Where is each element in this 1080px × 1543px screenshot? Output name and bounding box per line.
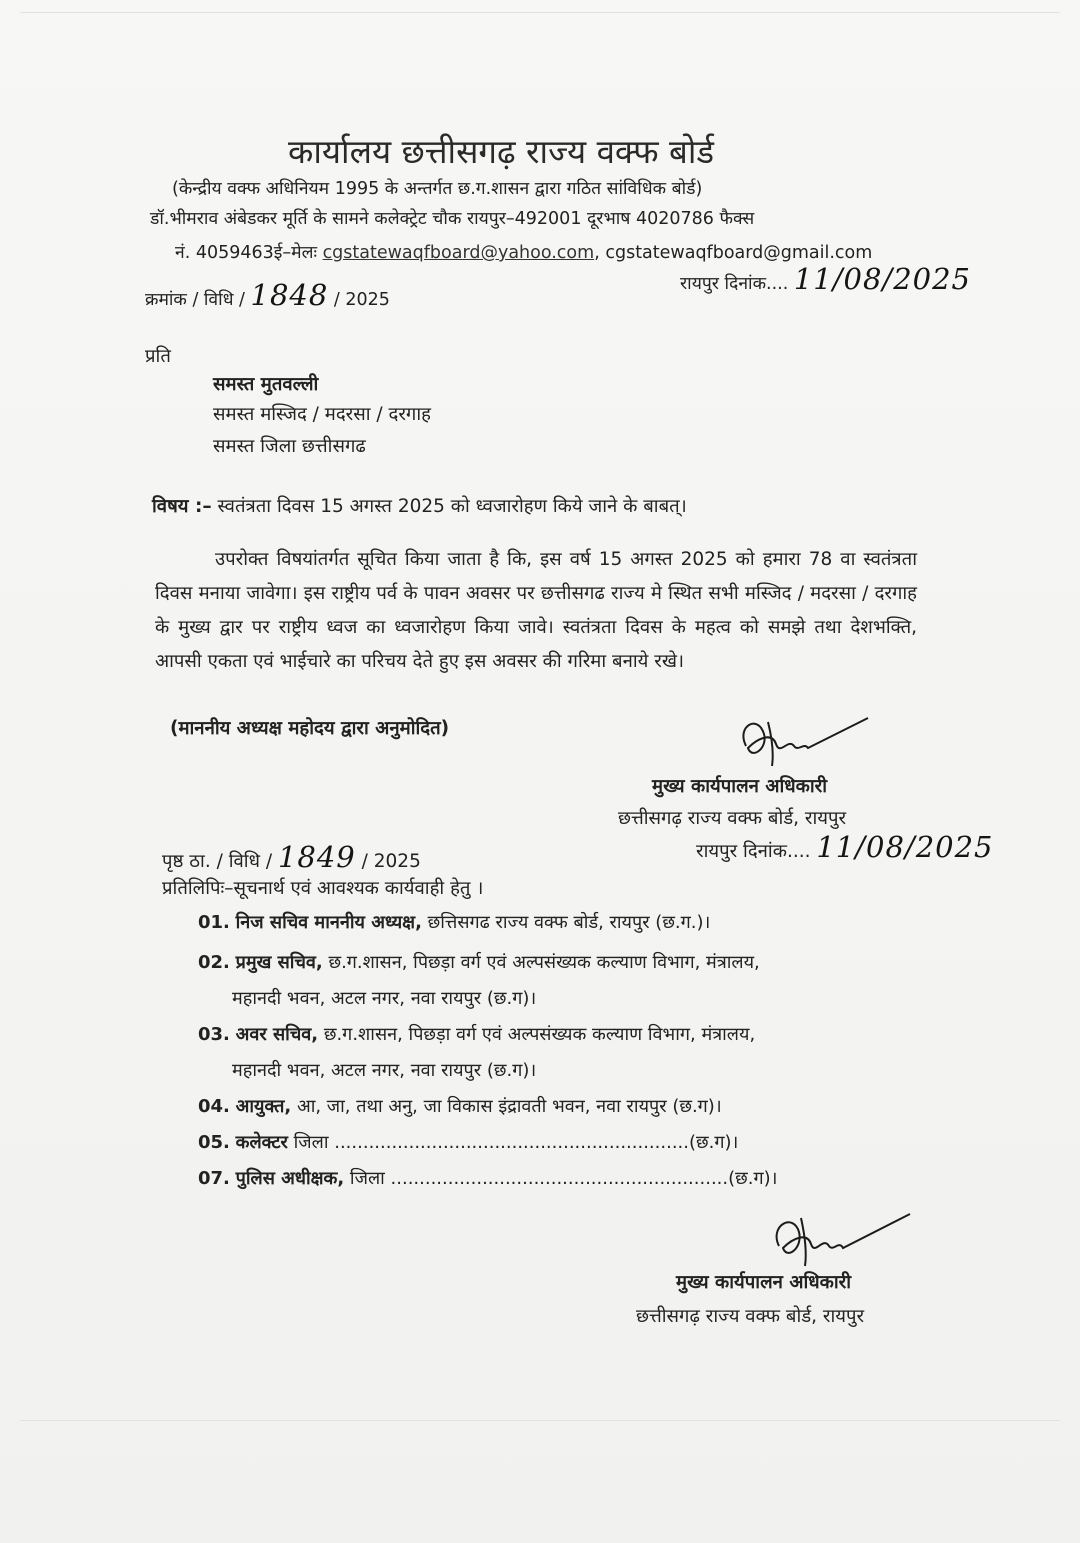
signature-date-1: रायपुर दिनांक.... 11/08/2025 — [696, 830, 994, 864]
endorsement-ref-suffix: / 2025 — [361, 851, 421, 872]
scan-edge-bottom — [20, 1420, 1060, 1421]
copy-item-5: 05. कलेक्टर जिला ..............................................................(छ.ग)। — [198, 1132, 739, 1153]
date-handwritten: 11/08/2025 — [793, 262, 972, 296]
handwritten-signature-icon — [728, 708, 878, 778]
copy-item-2: 02. प्रमुख सचिव, छ.ग.शासन, पिछड़ा वर्ग एवं अल्पसंख्यक कल्याण विभाग, मंत्रालय, — [198, 952, 760, 973]
email-link-yahoo[interactable]: cgstatewaqfboard@yahoo.com — [322, 243, 595, 263]
copy-item-2-continued: महानदी भवन, अटल नगर, नवा रायपुर (छ.ग)। — [232, 988, 537, 1009]
endorsement-ref-prefix: पृष्ठ ठा. / विधि / — [162, 851, 273, 872]
email-gmail[interactable]: cgstatewaqfboard@gmail.com — [605, 243, 873, 263]
fax-email-prefix: नं. 4059463ई–मेलः — [175, 243, 317, 263]
recipient-line-1: समस्त मुतवल्ली — [213, 374, 319, 395]
date-label: रायपुर दिनांक — [680, 274, 767, 294]
recipient-line-2: समस्त मस्जिद / मदरसा / दरगाह — [213, 404, 431, 425]
office-title: कार्यालय छत्तीसगढ़ राज्य वक्फ बोर्ड — [288, 132, 715, 171]
recipient-line-3: समस्त जिला छत्तीसगढ — [213, 436, 366, 457]
copy-item-3-continued: महानदी भवन, अटल नगर, नवा रायपुर (छ.ग)। — [232, 1060, 537, 1081]
copy-item-3: 03. अवर सचिव, छ.ग.शासन, पिछड़ा वर्ग एवं अल्पसंख्यक कल्याण विभाग, मंत्रालय, — [198, 1024, 756, 1045]
body-paragraph: उपरोक्त विषयांतर्गत सूचित किया जाता है कि, इस वर्ष 15 अगस्त 2025 को हमारा 78 वा स्वतंत्रता दिवस मनाया जावेगा। इस राष्ट्रीय पर्व के पावन अवसर पर छत्तीसगढ राज्य मे स्थित सभी मस्जिद / मदरसा / दरगाह के मुख्य द्वार पर राष्ट्रीय ध्वज का ध्वजारोहण किया जावे। स्वतंत्रता दिवस के महत्व को समझे तथा देशभक्ति, आपसी एकता एवं भाईचारे का परिचय देते हुए इस अवसर की गरिमा बनाये रखे। — [155, 549, 917, 672]
copy-item-7: 07. पुलिस अधीक्षक, जिला ...........................................................(छ.ग)। — [198, 1168, 778, 1189]
subject-label: विषय :– — [152, 496, 212, 517]
subject-text: स्वतंत्रता दिवस 15 अगस्त 2025 को ध्वजारोहण किये जाने के बाबत्। — [217, 496, 687, 517]
email-separator: , — [594, 243, 600, 263]
subject-line — [152, 490, 687, 524]
reference-number — [145, 278, 390, 312]
office-address: डॉ.भीमराव अंबेडकर मूर्ति के सामने कलेक्ट्रेट चौक रायपुर–492001 दूरभाष 4020786 फैक्स — [150, 209, 755, 229]
letter-date: रायपुर दिनांक.... 11/08/2025 — [680, 262, 972, 296]
copy-item-1: 01. निज सचिव माननीय अध्यक्ष, छत्तिसगढ राज्य वक्फ बोर्ड, रायपुर (छ.ग.)। — [198, 912, 711, 933]
endorsement-ref-number: 1849 — [277, 840, 356, 874]
board-subtitle: (केन्द्रीय वक्फ अधिनियम 1995 के अन्तर्गत छ.ग.शासन द्वारा गठित सांविधिक बोर्ड) — [172, 179, 703, 199]
copy-item-4: 04. आयुक्त, आ, जा, तथा अनु, जा विकास इंद्रावती भवन, नवा रायपुर (छ.ग)। — [198, 1096, 722, 1117]
date-handwritten: 11/08/2025 — [816, 830, 994, 864]
ref-number-handwritten: 1848 — [250, 278, 329, 312]
ref-suffix: / 2025 — [333, 290, 390, 310]
copy-to-line: प्रतिलिपिः–सूचनार्थ एवं आवश्यक कार्यवाही हेतु । — [162, 878, 484, 899]
signatory-organization-1: छत्तीसगढ़ राज्य वक्फ बोर्ड, रायपुर — [618, 808, 847, 829]
signatory-designation-2: मुख्य कार्यपालन अधिकारी — [676, 1272, 851, 1293]
approval-note: (माननीय अध्यक्ष महोदय द्वारा अनुमोदित) — [170, 718, 450, 739]
date-label: रायपुर दिनांक — [696, 841, 787, 862]
signatory-organization-2: छत्तीसगढ़ राज्य वक्फ बोर्ड, रायपुर — [636, 1306, 865, 1327]
signatory-designation-1: मुख्य कार्यपालन अधिकारी — [652, 776, 827, 797]
contact-line — [175, 240, 872, 264]
to-label: प्रति — [145, 346, 171, 367]
scan-edge-top — [20, 12, 1060, 13]
ref-prefix: क्रमांक / विधि / — [145, 290, 245, 310]
